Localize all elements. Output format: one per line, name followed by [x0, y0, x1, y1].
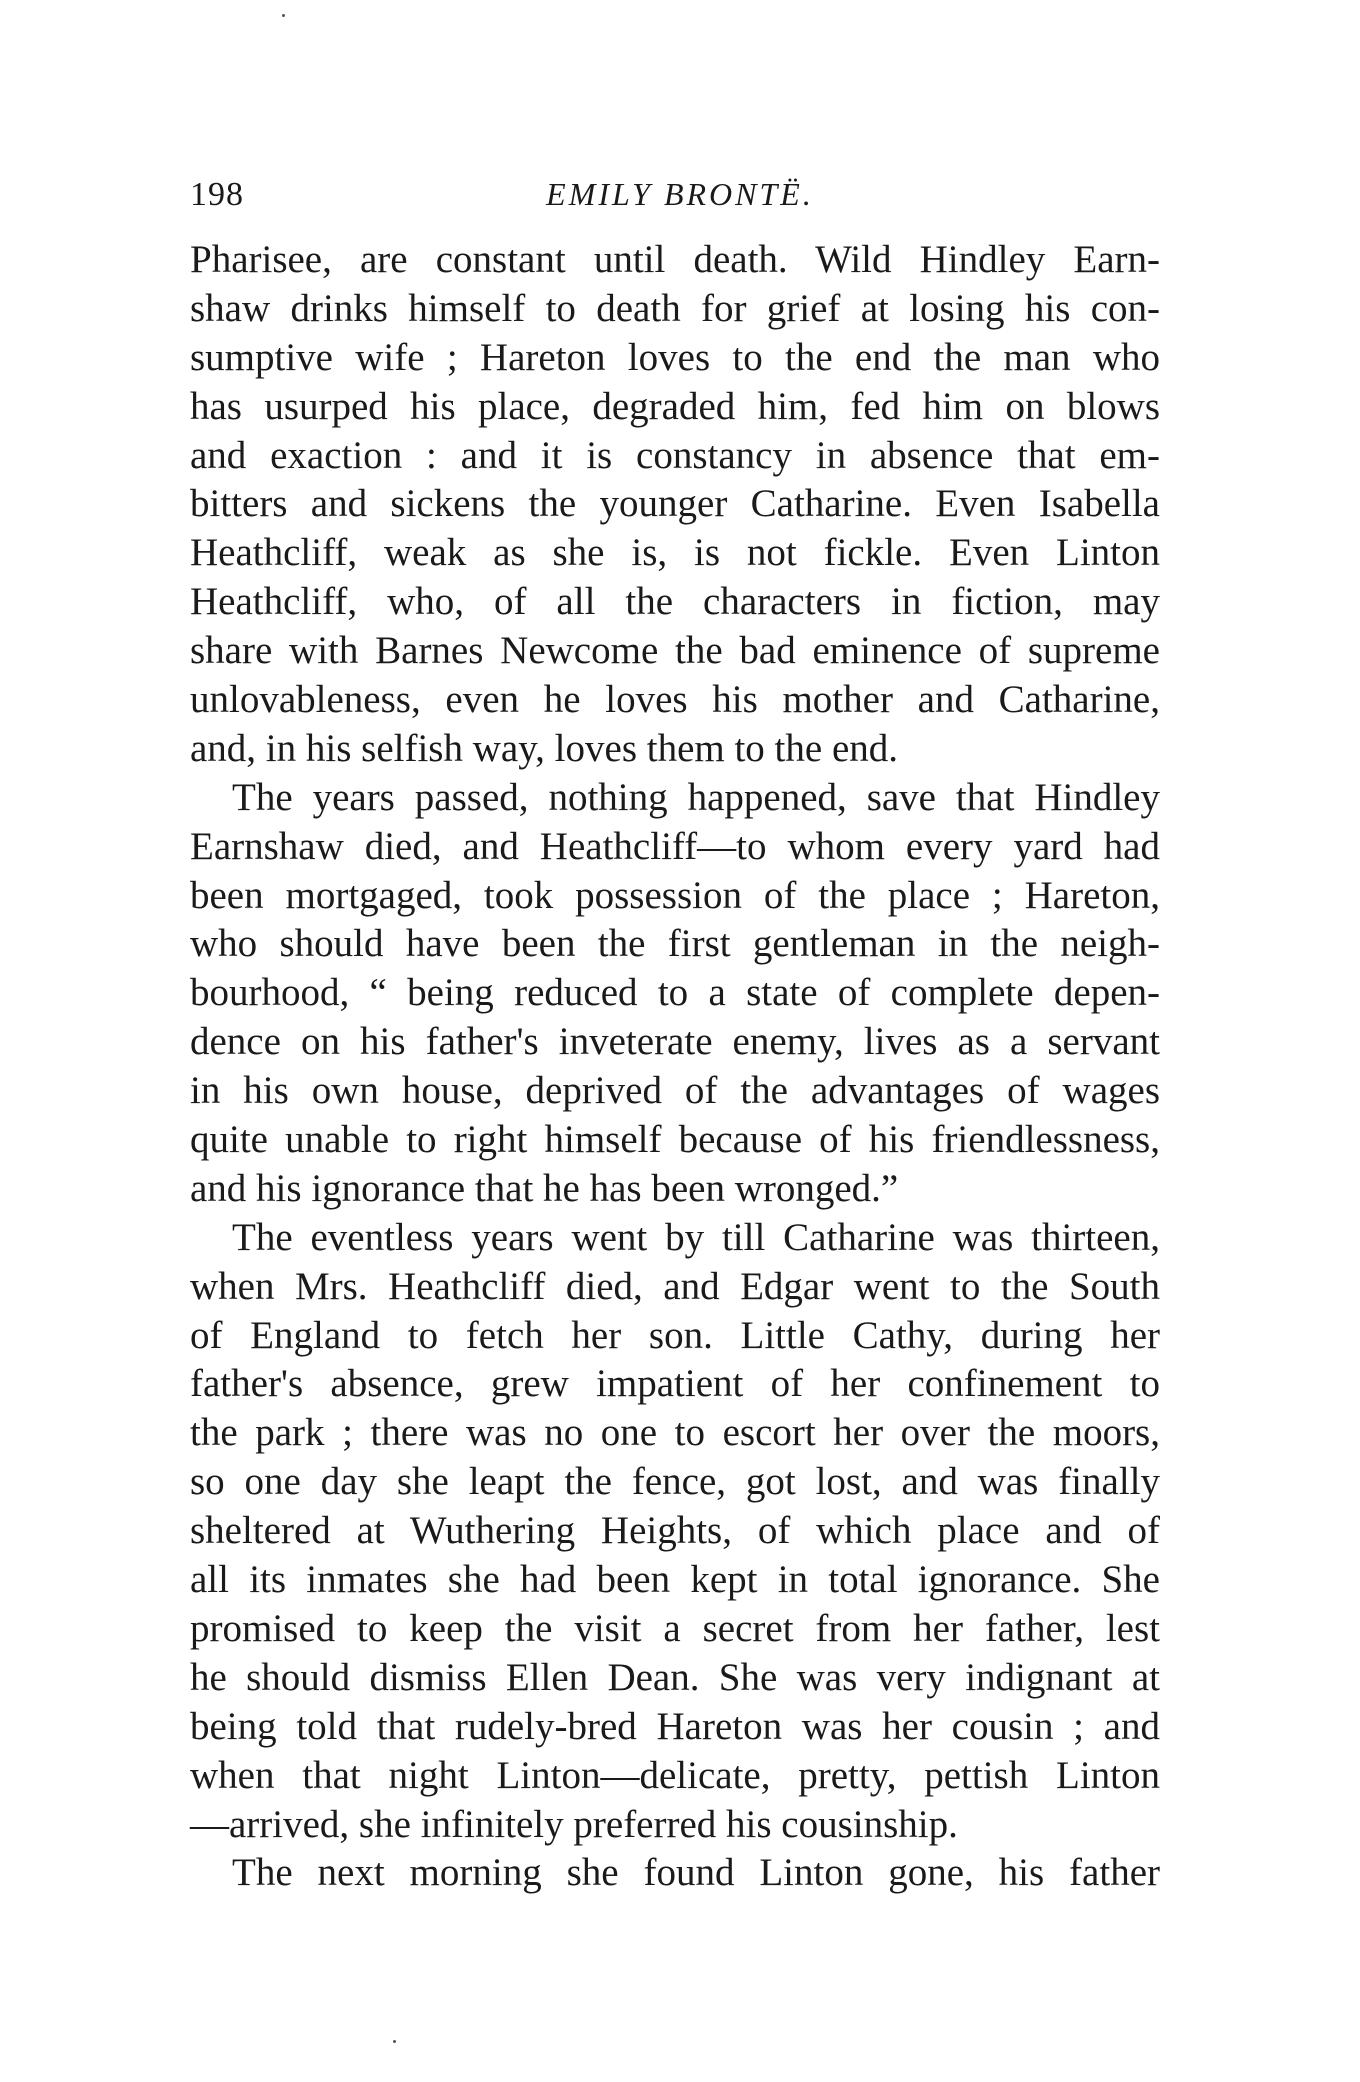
- text-line: and his ignorance that he has been wronged.”: [190, 1166, 899, 1210]
- text-line: shaw drinks himself to death for grief at losing his con-: [190, 286, 1160, 330]
- scan-speck: [282, 14, 285, 17]
- text-line: he should dismiss Ellen Dean. She was very indignant at: [190, 1655, 1160, 1699]
- text-line: who should have been the first gentleman in the neigh-: [190, 922, 1160, 966]
- text-line: so one day she leapt the fence, got lost, and was finally: [190, 1460, 1160, 1504]
- text-line: Earnshaw died, and Heathcliff—to whom every yard had: [190, 824, 1160, 868]
- text-line: and, in his selfish way, loves them to the end.: [190, 726, 899, 770]
- text-line: father's absence, grew impatient of her confinement to: [190, 1362, 1160, 1406]
- text-line: share with Barnes Newcome the bad eminence of supreme: [190, 629, 1160, 673]
- text-line: —arrived, she infinitely preferred his cousinship.: [190, 1802, 958, 1846]
- paragraph-start-line: The eventless years went by till Catharine was thirteen,: [232, 1215, 1160, 1259]
- running-title: EMILY BRONTË.: [546, 176, 814, 212]
- text-line: promised to keep the visit a secret from her father, lest: [190, 1606, 1160, 1650]
- text-line: and exaction : and it is constancy in absence that em-: [190, 433, 1160, 477]
- text-line: the park ; there was no one to escort her over the moors,: [190, 1411, 1160, 1455]
- page-number: 198: [190, 176, 244, 213]
- text-line: all its inmates she had been kept in total ignorance. She: [190, 1558, 1160, 1602]
- text-line: of England to fetch her son. Little Cathy, during her: [190, 1313, 1160, 1357]
- running-header: [190, 176, 1160, 226]
- text-line: Pharisee, are constant until death. Wild Hindley Earn-: [190, 238, 1160, 281]
- scan-speck: [393, 2040, 396, 2043]
- text-line: sumptive wife ; Hareton loves to the end the man who: [190, 335, 1160, 379]
- text-line: been mortgaged, took possession of the place ; Hareton,: [190, 873, 1160, 917]
- text-line: quite unable to right himself because of his friendlessness,: [190, 1118, 1160, 1162]
- text-line: when that night Linton—delicate, pretty, pettish Linton: [190, 1753, 1160, 1797]
- text-line: sheltered at Wuthering Heights, of which place and of: [190, 1509, 1160, 1553]
- text-line: Heathcliff, who, of all the characters in fiction, may: [190, 580, 1160, 624]
- text-line: dence on his father's inveterate enemy, lives as a servant: [190, 1020, 1160, 1064]
- text-line: Heathcliff, weak as she is, is not fickle. Even Linton: [190, 531, 1160, 575]
- text-line: bourhood, “ being reduced to a state of complete depen-: [190, 971, 1160, 1015]
- text-line: has usurped his place, degraded him, fed him on blows: [190, 384, 1160, 428]
- text-line: when Mrs. Heathcliff died, and Edgar went to the South: [190, 1264, 1160, 1308]
- text-line: in his own house, deprived of the advantages of wages: [190, 1069, 1160, 1113]
- text-line: being told that rudely-bred Hareton was her cousin ; and: [190, 1704, 1160, 1748]
- text-line: unlovableness, even he loves his mother and Catharine,: [190, 678, 1160, 722]
- paragraph-start-line: The next morning she found Linton gone, his father: [232, 1851, 1160, 1895]
- body-text: [190, 236, 1160, 1898]
- text-line: bitters and sickens the younger Catharine. Even Isabella: [190, 482, 1160, 526]
- paragraph-start-line: The years passed, nothing happened, save that Hindley: [232, 775, 1160, 819]
